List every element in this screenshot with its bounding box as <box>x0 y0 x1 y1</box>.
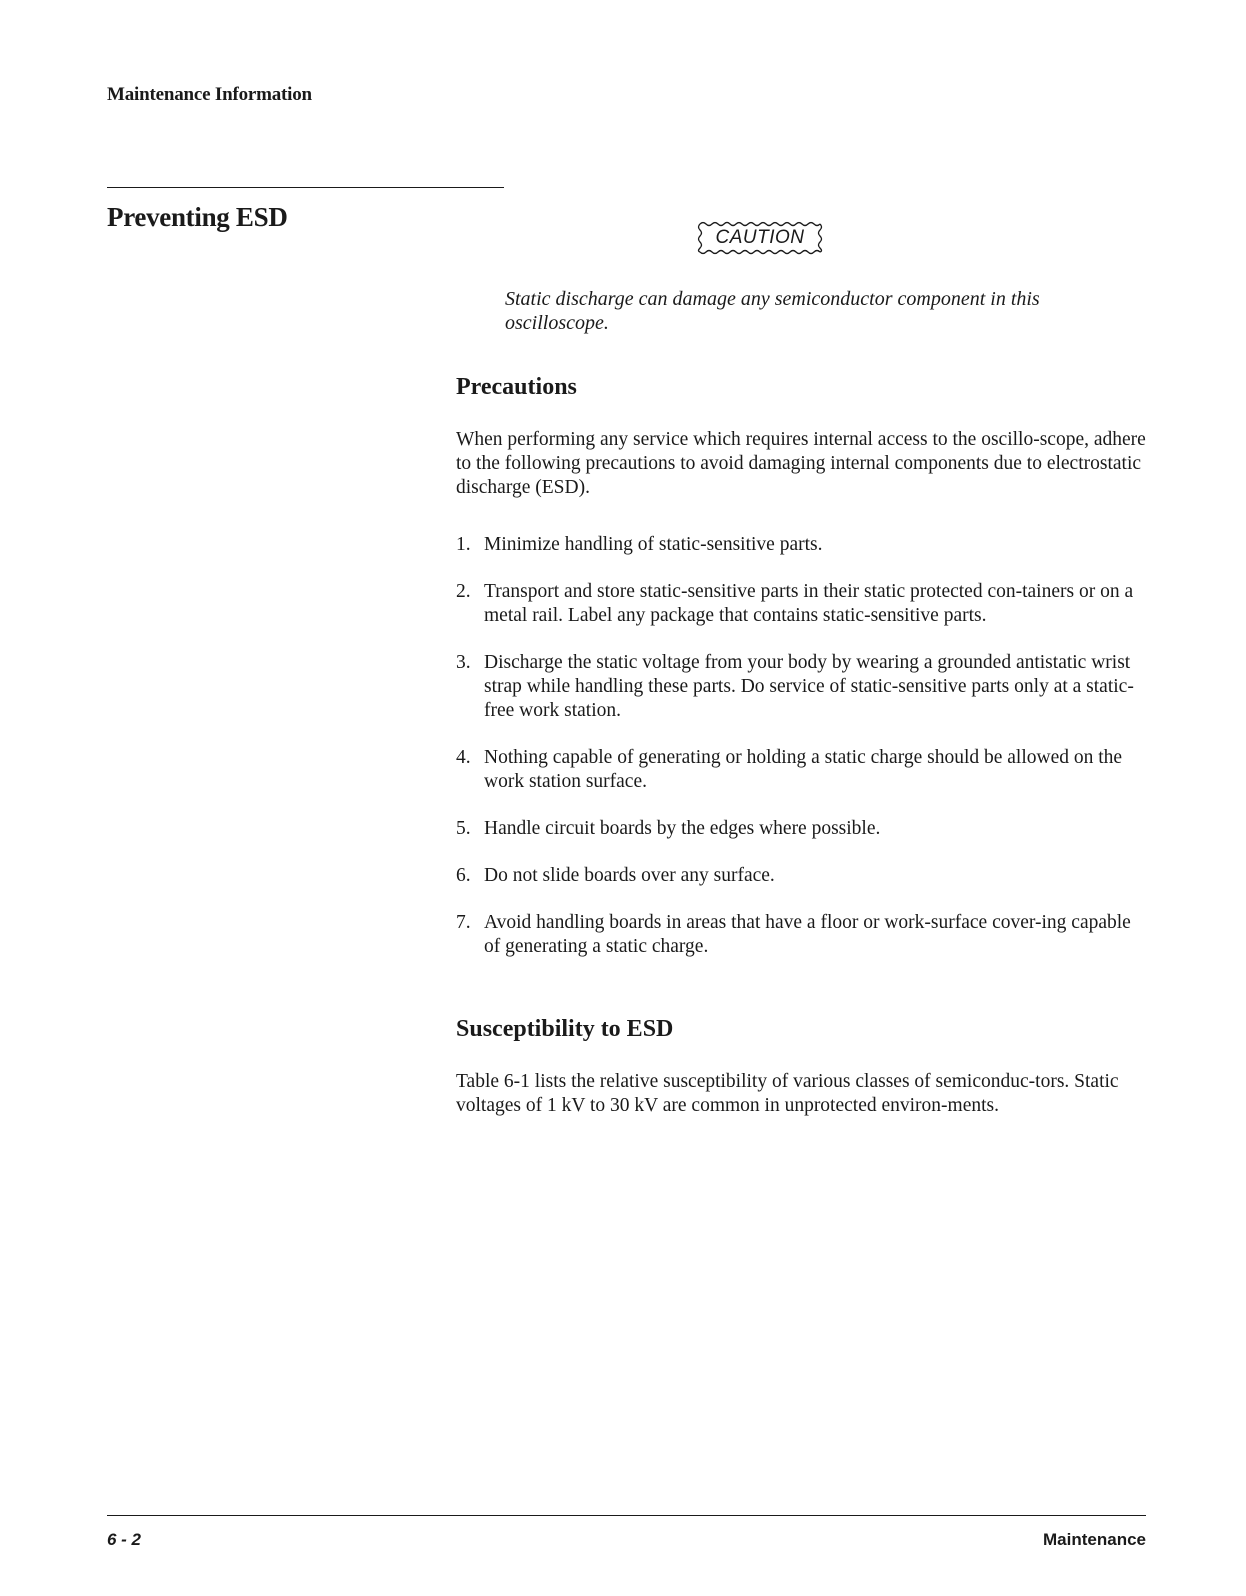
list-item-text: Nothing capable of generating or holding a static charge should be allowed on the work station surface. <box>484 747 1123 792</box>
list-item-text: Avoid handling boards in areas that have a floor or work-surface cover-ing capable of generating a static charge. <box>484 912 1131 957</box>
running-head: Maintenance Information <box>107 84 312 105</box>
precautions-intro: When performing any service which requires internal access to the oscillo-scope, adhere to the following precautions to avoid damaging internal components due to electrostatic discharge (ESD). <box>456 429 1146 498</box>
susceptibility-heading: Susceptibility to ESD <box>456 1016 674 1042</box>
footer-section-name: Maintenance <box>1043 1530 1146 1549</box>
list-item <box>456 580 1146 628</box>
precautions-list <box>456 533 1146 982</box>
list-item-number: 6. <box>456 865 471 886</box>
caution-message: Static discharge can damage any semiconductor component in this oscilloscope. <box>505 288 1040 334</box>
list-item-number: 5. <box>456 818 471 839</box>
list-item-text: Do not slide boards over any surface. <box>484 865 775 886</box>
list-item <box>456 533 1146 557</box>
list-item <box>456 746 1146 794</box>
list-item <box>456 911 1146 959</box>
precautions-heading: Precautions <box>456 374 577 400</box>
page-number: 6 - 2 <box>107 1530 142 1549</box>
list-item <box>456 817 1146 841</box>
caution-label: CAUTION <box>715 227 805 248</box>
list-item-text: Minimize handling of static-sensitive parts. <box>484 534 823 555</box>
list-item-number: 3. <box>456 652 471 673</box>
page-title: Preventing ESD <box>107 202 288 232</box>
list-item-number: 1. <box>456 534 471 555</box>
list-item-number: 7. <box>456 912 471 933</box>
section-divider <box>107 187 504 188</box>
list-item <box>456 864 1146 888</box>
susceptibility-text: Table 6-1 lists the relative susceptibility of various classes of semiconduc-tors. Static voltages of 1 kV to 30 kV are common in unprotected environ-ments. <box>456 1071 1119 1116</box>
caution-badge <box>696 220 824 256</box>
list-item-number: 2. <box>456 581 471 602</box>
list-item-number: 4. <box>456 747 471 768</box>
list-item-text: Discharge the static voltage from your body by wearing a grounded antistatic wrist strap while handling these parts. Do service of static-sensitive parts only at a static-free work station. <box>484 652 1134 721</box>
list-item <box>456 651 1146 723</box>
list-item-text: Handle circuit boards by the edges where possible. <box>484 818 881 839</box>
list-item-text: Transport and store static-sensitive parts in their static protected con-tainers or on a metal rail. Label any package that contains static-sensitive parts. <box>484 581 1134 626</box>
footer-divider <box>107 1515 1146 1516</box>
